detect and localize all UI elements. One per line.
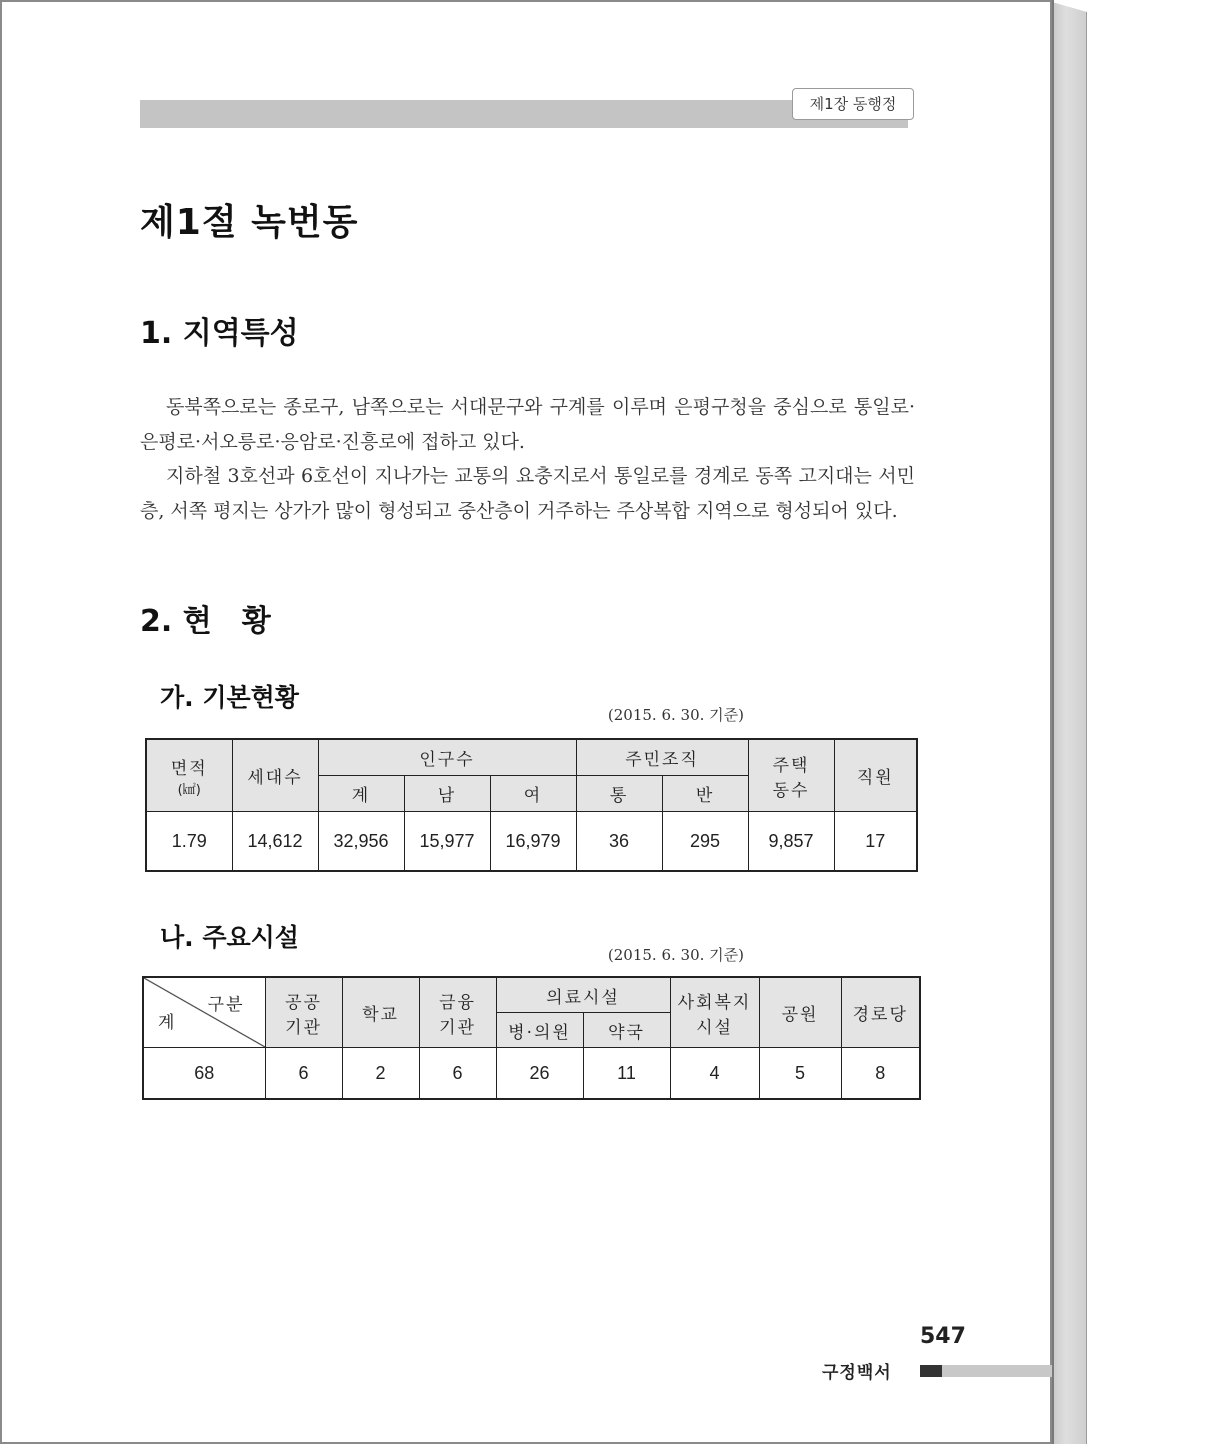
cell-park: 5 xyxy=(759,1048,841,1100)
cell-ban: 295 xyxy=(662,812,748,872)
basic-status-date: (2015. 6. 30. 기준) xyxy=(607,706,744,724)
header-welfare: 사회복지 시설 xyxy=(670,977,759,1048)
cell-area: 1.79 xyxy=(146,812,232,872)
header-total: 계 xyxy=(158,1013,175,1033)
facilities-title: 나. 주요시설 xyxy=(160,923,299,952)
cell-pharmacy: 11 xyxy=(583,1048,670,1100)
header-finance: 금융 기관 xyxy=(419,977,496,1048)
basic-status-title: 가. 기본현황 xyxy=(160,683,299,712)
cell-finance: 6 xyxy=(419,1048,496,1100)
header-population: 인구수 xyxy=(318,739,576,776)
section-title: 제1절 녹번동 xyxy=(140,202,359,243)
cell-tong: 36 xyxy=(576,812,662,872)
cell-staff: 17 xyxy=(834,812,917,872)
cell-hospital: 26 xyxy=(496,1048,583,1100)
book-spine xyxy=(1052,2,1087,1444)
header-area: 면적 (㎢) xyxy=(146,739,232,812)
header-pharmacy: 약국 xyxy=(583,1013,670,1048)
facilities-date: (2015. 6. 30. 기준) xyxy=(607,946,744,964)
paragraph: 동북쪽으로는 종로구, 남쪽으로는 서대문구와 구계를 이루며 은평구청을 중심으로 통일로·은평로·서오릉로·응암로·진흥로에 접하고 있다. xyxy=(140,396,915,453)
header-tong: 통 xyxy=(576,776,662,812)
subsection-title-status: 2. 현 황 xyxy=(140,604,271,639)
cell-pop-female: 16,979 xyxy=(490,812,576,872)
footer-bar-marker xyxy=(920,1365,942,1377)
header-pop-total: 계 xyxy=(318,776,404,812)
basic-status-table xyxy=(145,738,918,872)
book-name: 구정백서 xyxy=(822,1363,892,1383)
cell-pop-male: 15,977 xyxy=(404,812,490,872)
cell-households: 14,612 xyxy=(232,812,318,872)
header-school: 학교 xyxy=(342,977,419,1048)
header-category-diagonal xyxy=(143,977,265,1048)
header-hospital: 병·의원 xyxy=(496,1013,583,1048)
header-category: 구분 xyxy=(207,995,245,1015)
cell-public: 6 xyxy=(265,1048,342,1100)
cell-school: 2 xyxy=(342,1048,419,1100)
paragraph: 지하철 3호선과 6호선이 지나가는 교통의 요충지로서 통일로를 경계로 동쪽 고지대는 서민층, 서쪽 평지는 상가가 많이 형성되고 중산층이 거주하는 주상복합 지역으로 형성되어 있다. xyxy=(140,465,915,522)
subsection-title-region: 1. 지역특성 xyxy=(140,316,299,351)
region-description xyxy=(140,390,915,528)
cell-housing: 9,857 xyxy=(748,812,834,872)
facilities-table xyxy=(142,976,921,1100)
header-staff: 직원 xyxy=(834,739,917,812)
header-senior: 경로당 xyxy=(841,977,920,1048)
cell-total: 68 xyxy=(143,1048,265,1100)
header-housing: 주택 동수 xyxy=(748,739,834,812)
page-number: 547 xyxy=(920,1324,966,1349)
header-pop-male: 남 xyxy=(404,776,490,812)
header-households: 세대수 xyxy=(232,739,318,812)
cell-pop-total: 32,956 xyxy=(318,812,404,872)
header-pop-female: 여 xyxy=(490,776,576,812)
book-spine-edge xyxy=(1052,0,1054,1444)
header-ban: 반 xyxy=(662,776,748,812)
header-resident-org: 주민조직 xyxy=(576,739,748,776)
cell-senior: 8 xyxy=(841,1048,920,1100)
cell-welfare: 4 xyxy=(670,1048,759,1100)
header-park: 공원 xyxy=(759,977,841,1048)
chapter-tag: 제1장 동행정 xyxy=(792,88,914,120)
header-public: 공공 기관 xyxy=(265,977,342,1048)
header-medical: 의료시설 xyxy=(496,977,670,1013)
